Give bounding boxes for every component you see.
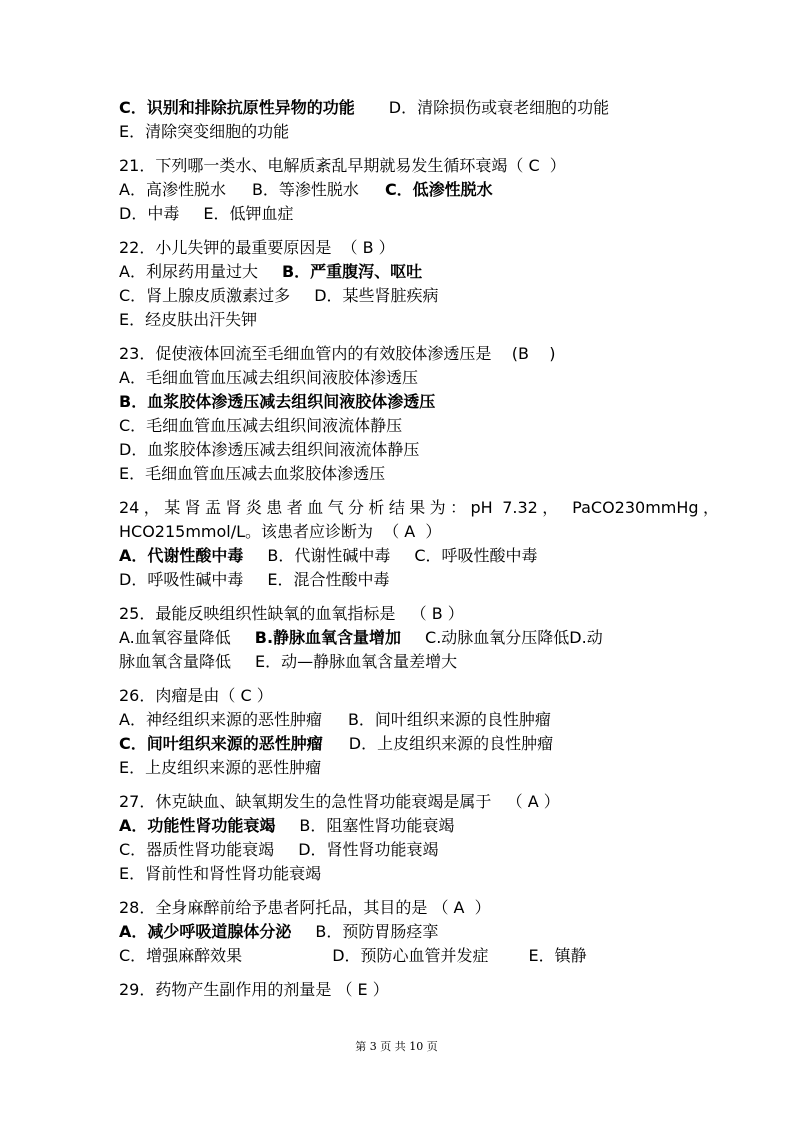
question-27: 27．休克缺血、缺氧期发生的急性肾功能衰竭是属于 （ A ） xyxy=(119,792,560,811)
option-b: B．阻塞性肾功能衰竭 xyxy=(299,816,455,835)
option-c: C．间叶组织来源的恶性肿瘤 xyxy=(119,734,323,753)
option-line xyxy=(119,732,719,756)
option-a: A．功能性肾功能衰竭 xyxy=(119,816,276,835)
option-b: B．代谢性碱中毒 xyxy=(267,546,391,565)
question-list xyxy=(119,96,719,1002)
option-b: B.静脉血氧含量增加 xyxy=(254,628,402,647)
option-a: A.血氧容量降低 xyxy=(119,628,231,647)
option-c: C．毛细血管血压减去组织间液流体静压 xyxy=(119,416,403,435)
option-line xyxy=(119,708,719,732)
option-e: E．毛细血管血压减去血浆胶体渗透压 xyxy=(119,464,386,483)
question-24-cont: HCO215mmol/L。该患者应诊断为 （ A ） xyxy=(119,522,442,541)
question-23: 23．促使液体回流至毛细血管内的有效胶体渗透压是 (B ) xyxy=(119,344,556,363)
option-e: E．清除突变细胞的功能 xyxy=(119,122,290,141)
option-line xyxy=(119,120,719,144)
page-number: 第 3 页 共 10 页 xyxy=(355,1040,438,1053)
option-a: A．利尿药用量过大 xyxy=(119,262,258,281)
option-a: A．神经组织来源的恶性肿瘤 xyxy=(119,710,322,729)
option-c: C．器质性肾功能衰竭 xyxy=(119,840,275,859)
option-d: D．某些肾脏疾病 xyxy=(314,286,439,305)
option-line xyxy=(119,568,719,592)
option-line xyxy=(119,838,719,862)
option-c: C．增强麻醉效果 xyxy=(119,946,243,965)
option-b: B．预防胃肠痉挛 xyxy=(315,922,439,941)
option-e: E．肾前性和肾性肾功能衰竭 xyxy=(119,864,322,883)
option-line xyxy=(119,178,719,202)
option-c: C．肾上腺皮质激素过多 xyxy=(119,286,291,305)
option-line xyxy=(119,284,719,308)
question-28: 28．全身麻醉前给予患者阿托品，其目的是 （ A ） xyxy=(119,898,491,917)
option-line xyxy=(119,202,719,226)
option-c: C.动脉血氧分压降低D.动 xyxy=(425,628,603,647)
option-c: C．低渗性脱水 xyxy=(384,180,493,199)
option-line xyxy=(119,920,719,944)
question-29: 29．药物产生副作用的剂量是 （ E ） xyxy=(119,980,389,999)
question-22: 22．小儿失钾的最重要原因是 （ B ） xyxy=(119,238,395,257)
option-e: E．镇静 xyxy=(528,946,587,965)
option-a: A．减少呼吸道腺体分泌 xyxy=(119,922,292,941)
option-e: E．低钾血症 xyxy=(203,204,294,223)
option-line xyxy=(119,308,719,332)
option-b: B．血浆胶体渗透压减去组织间液胶体渗透压 xyxy=(119,392,436,411)
option-a: A．高渗性脱水 xyxy=(119,180,226,199)
option-d: D．肾性肾功能衰竭 xyxy=(298,840,439,859)
question-24: 24，某肾盂肾炎患者血气分析结果为：pH 7.32， PaCO230mmHg， xyxy=(119,498,719,517)
question-25: 25．最能反映组织性缺氧的血氧指标是 （ B ） xyxy=(119,604,464,623)
question-21: 21．下列哪一类水、电解质紊乱早期就易发生循环衰竭（ C ） xyxy=(119,156,566,175)
option-line xyxy=(119,814,719,838)
option-a: A．代谢性酸中毒 xyxy=(119,546,244,565)
option-e: E．动—静脉血氧含量差增大 xyxy=(255,652,458,671)
option-e: E．经皮肤出汗失钾 xyxy=(119,310,258,329)
option-e: E．上皮组织来源的恶性肿瘤 xyxy=(119,758,322,777)
option-a: A．毛细血管血压减去组织间液胶体渗透压 xyxy=(119,368,418,387)
option-line xyxy=(119,650,719,674)
option-line xyxy=(119,96,719,120)
option-line xyxy=(119,260,719,284)
option-line xyxy=(119,626,719,650)
option-line xyxy=(119,544,719,568)
option-b: B．等渗性脱水 xyxy=(251,180,359,199)
option-d: D．呼吸性碱中毒 xyxy=(119,570,244,589)
option-d: D．清除损伤或衰老细胞的功能 xyxy=(388,98,610,117)
option-line xyxy=(119,944,719,968)
option-d: D．预防心血管并发症 xyxy=(332,946,489,965)
option-c: C．识别和排除抗原性异物的功能 xyxy=(119,98,355,117)
option-d: D．上皮组织来源的良性肿瘤 xyxy=(348,734,554,753)
option-b: B．严重腹泻、呕吐 xyxy=(281,262,423,281)
option-c: C．呼吸性酸中毒 xyxy=(414,546,538,565)
option-b: B．间叶组织来源的良性肿瘤 xyxy=(347,710,551,729)
option-d: 脉血氧含量降低 xyxy=(119,652,232,671)
option-d: D．中毒 xyxy=(119,204,180,223)
option-d: D．血浆胶体渗透压减去组织间液流体静压 xyxy=(119,440,420,459)
question-26: 26．肉瘤是由（ C ） xyxy=(119,686,273,705)
option-e: E．混合性酸中毒 xyxy=(267,570,390,589)
